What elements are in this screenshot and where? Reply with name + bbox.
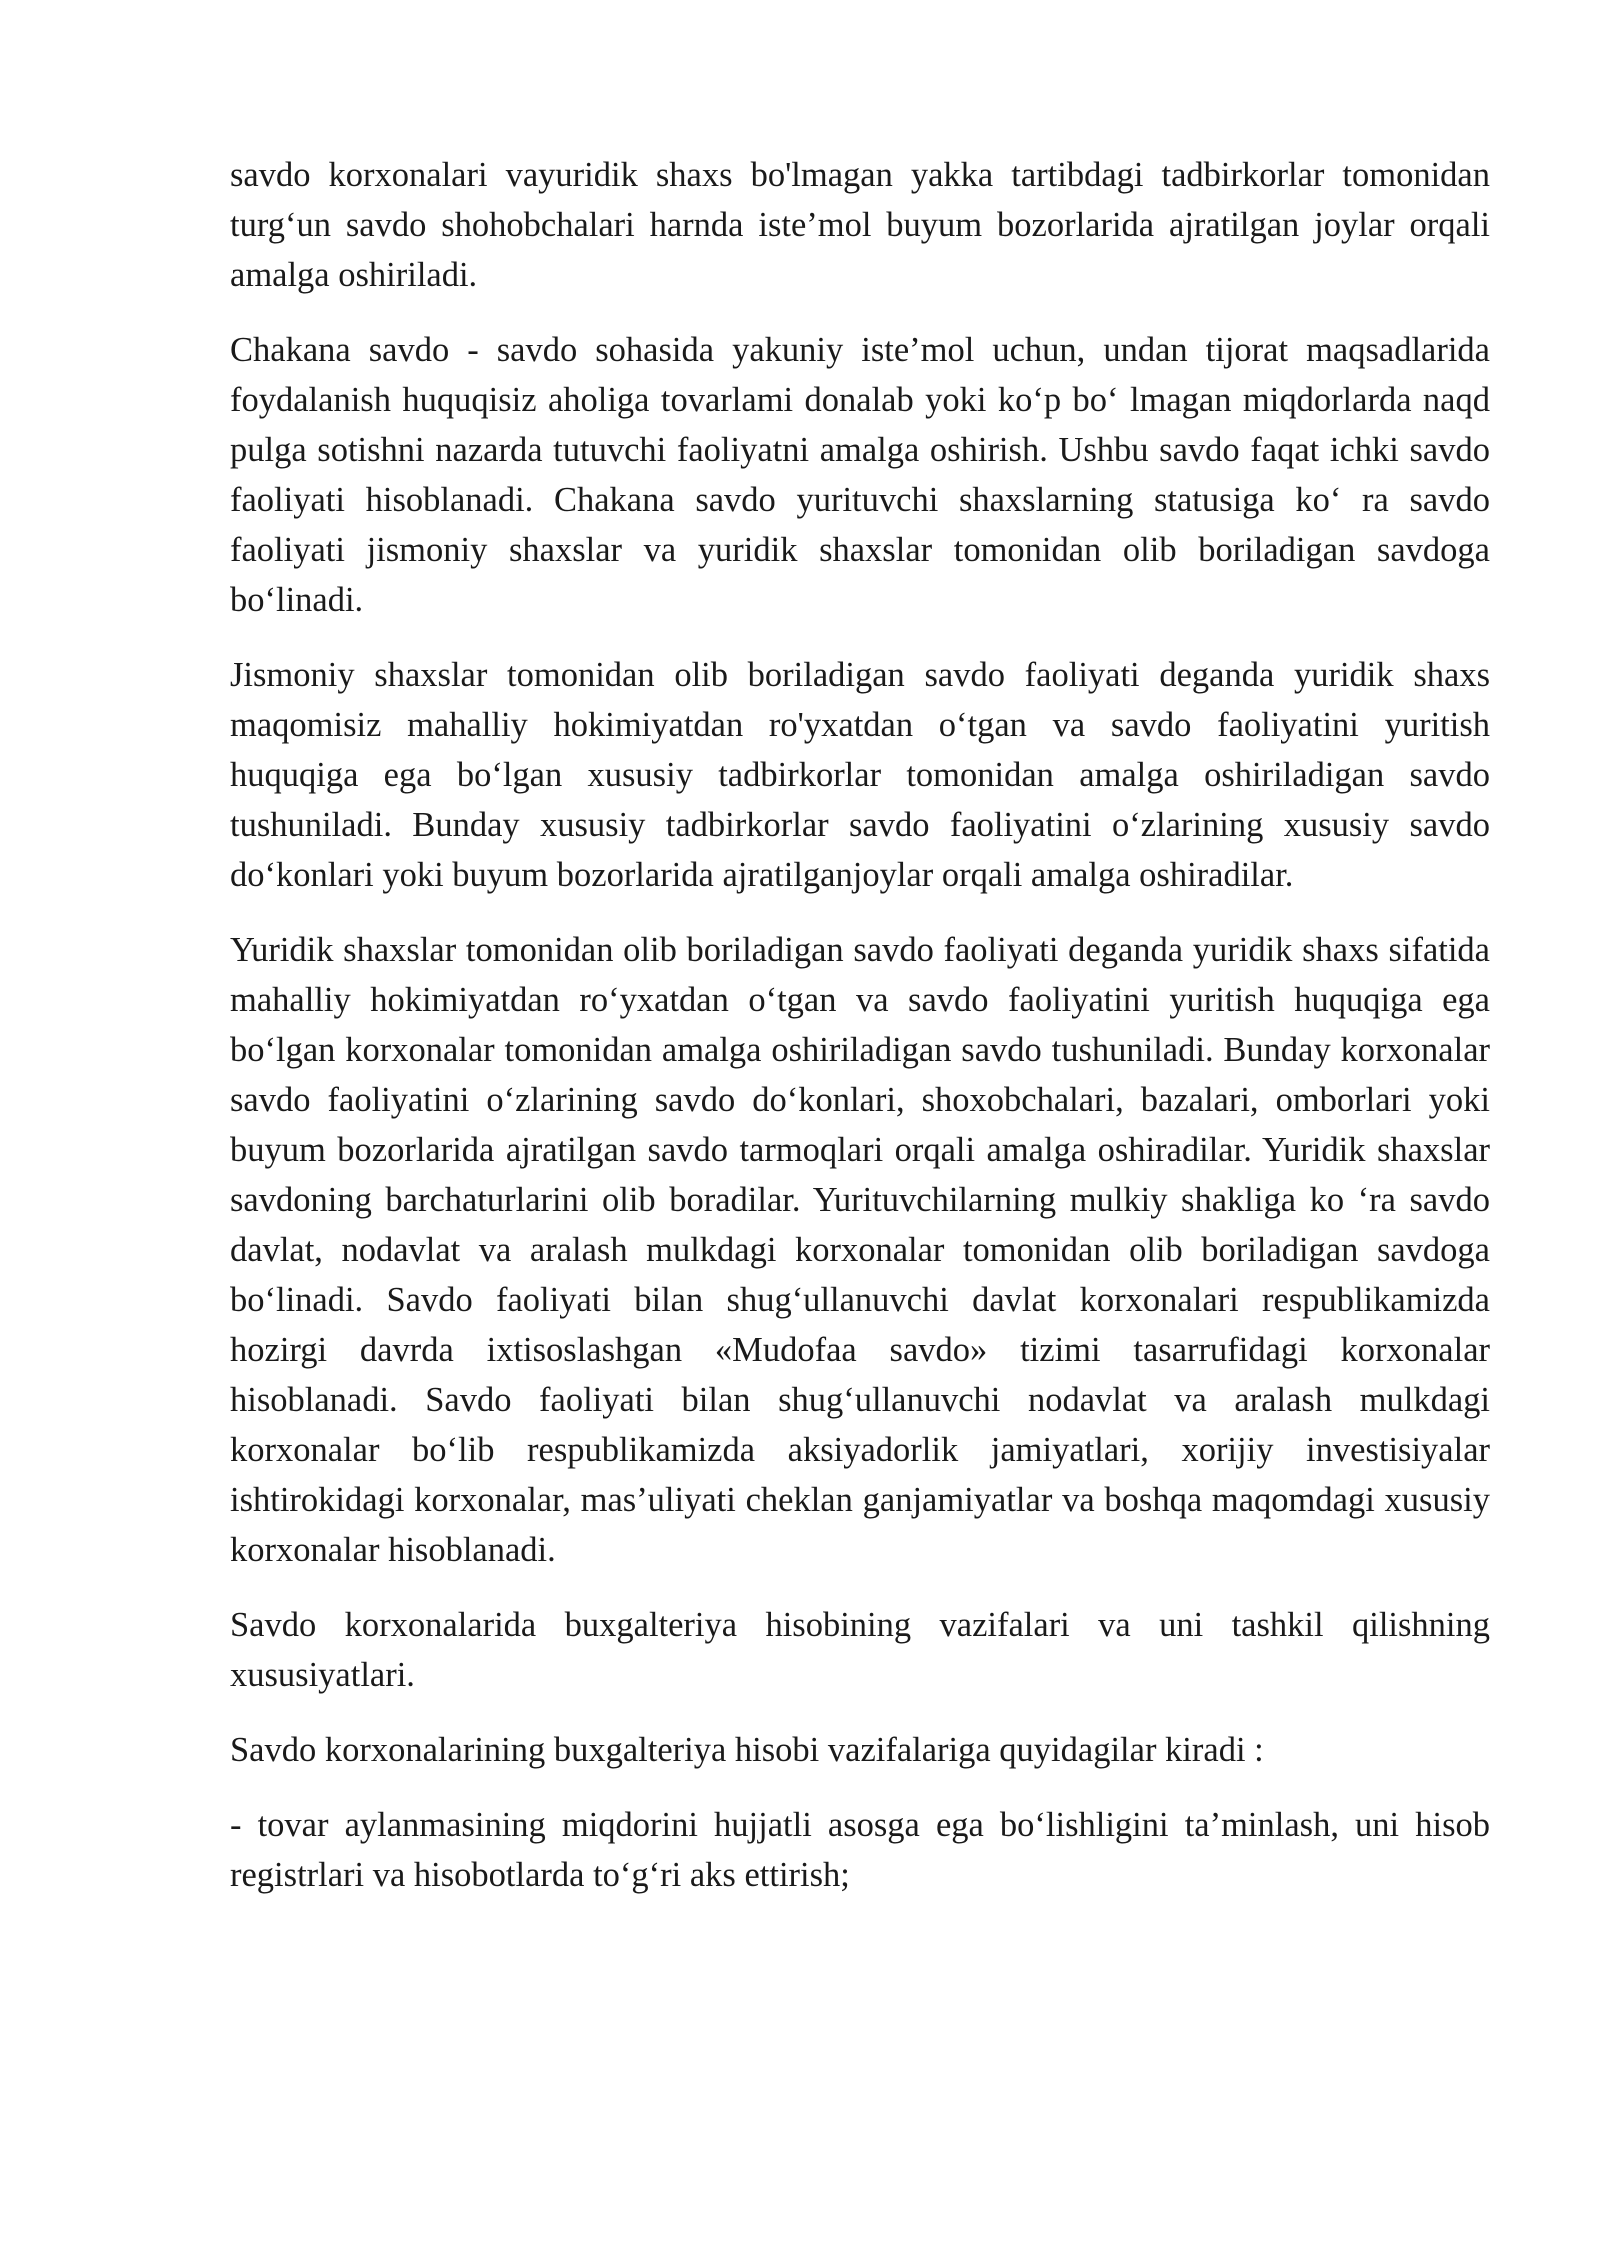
paragraph-legal-entities-trade: Yuridik shaxslar tomonidan olib boriladigan savdo faoliyati deganda yuridik shaxs sifatida mahalliy hokimiyatdan ro‘yxatdan o‘tgan va savdo faoliyatini yuritish huquqiga ega bo‘lgan korxonalar tomonidan amalga oshiriladigan savdo tushuniladi. Bunday korxonalar savdo faoliyatini o‘zlarining savdo do‘konlari, shoxobchalari, bazalari, omborlari yoki buyum bozorlarida ajratilgan savdo tarmoqlari orqali amalga oshiradilar. Yuridik shaxslar savdoning barchaturlarini olib boradilar. Yurituvchilarning mulkiy shakliga ko ‘ra savdo davlat, nodavlat va aralash mulkdagi korxonalar tomonidan olib boriladigan savdoga bo‘linadi. Savdo faoliyati bilan shug‘ullanuvchi davlat korxonalari respublikamizda hozirgi davrda ixtisoslashgan «Mudofaa savdo» tizimi tasarrufidagi korxonalar hisoblanadi. Savdo faoliyati bilan shug‘ullanuvchi nodavlat va aralash mulkdagi korxonalar bo‘lib respublikamizda aksiyadorlik jamiyatlari, xorijiy investisiyalar ishtirokidagi korxonalar, mas’uliyati cheklan ganjamiyatlar va boshqa maqomdagi xususiy korxonalar hisoblanadi. bbox=[230, 931, 1490, 1569]
paragraph-retail-trade-definition: Chakana savdo - savdo sohasida yakuniy iste’mol uchun, undan tijorat maqsadlarida foydalanish huquqisiz aholiga tovarlami donalab yoki ko‘p bo‘ lmagan miqdorlarda naqd pulga sotishni nazarda tutuvchi faoliyatni amalga oshirish. Ushbu savdo faqat ichki savdo faoliyati hisoblanadi. Chakana savdo yurituvchi shaxslarning statusiga ko‘ ra savdo faoliyati jismoniy shaxslar va yuridik shaxslar tomonidan olib boriladigan savdoga bo‘linadi. bbox=[230, 331, 1490, 619]
paragraph-retail-entities: savdo korxonalari vayuridik shaxs bo'lmagan yakka tartibdagi tadbirkorlar tomonidan turg‘un savdo shohobchalari harnda iste’mol buyum bozorlarida ajratilgan joylar orqali amalga oshiriladi. bbox=[230, 156, 1490, 294]
list-item-turnover: - tovar aylanmasining miqdorini hujjatli asosga ega bo‘lishligini ta’minlash, uni hisob registrlari va hisobotlarda to‘g‘ri aks ettirish; bbox=[230, 1806, 1490, 1894]
document-body bbox=[230, 150, 1490, 1925]
paragraph-accounting-tasks-heading: Savdo korxonalarida buxgalteriya hisobining vazifalari va uni tashkil qilishning xususiyatlari. bbox=[230, 1606, 1490, 1694]
paragraph-accounting-tasks-intro: Savdo korxonalarining buxgalteriya hisobi vazifalariga quyidagilar kiradi : bbox=[230, 1731, 1264, 1769]
paragraph-individuals-trade: Jismoniy shaxslar tomonidan olib boriladigan savdo faoliyati deganda yuridik shaxs maqomisiz mahalliy hokimiyatdan ro'yxatdan o‘tgan va savdo faoliyatini yuritish huquqiga ega bo‘lgan xususiy tadbirkorlar tomonidan amalga oshiriladigan savdo tushuniladi. Bunday xususiy tadbirkorlar savdo faoliyatini o‘zlarining xususiy savdo do‘konlari yoki buyum bozorlarida ajratilganjoylar orqali amalga oshiradilar. bbox=[230, 656, 1490, 894]
